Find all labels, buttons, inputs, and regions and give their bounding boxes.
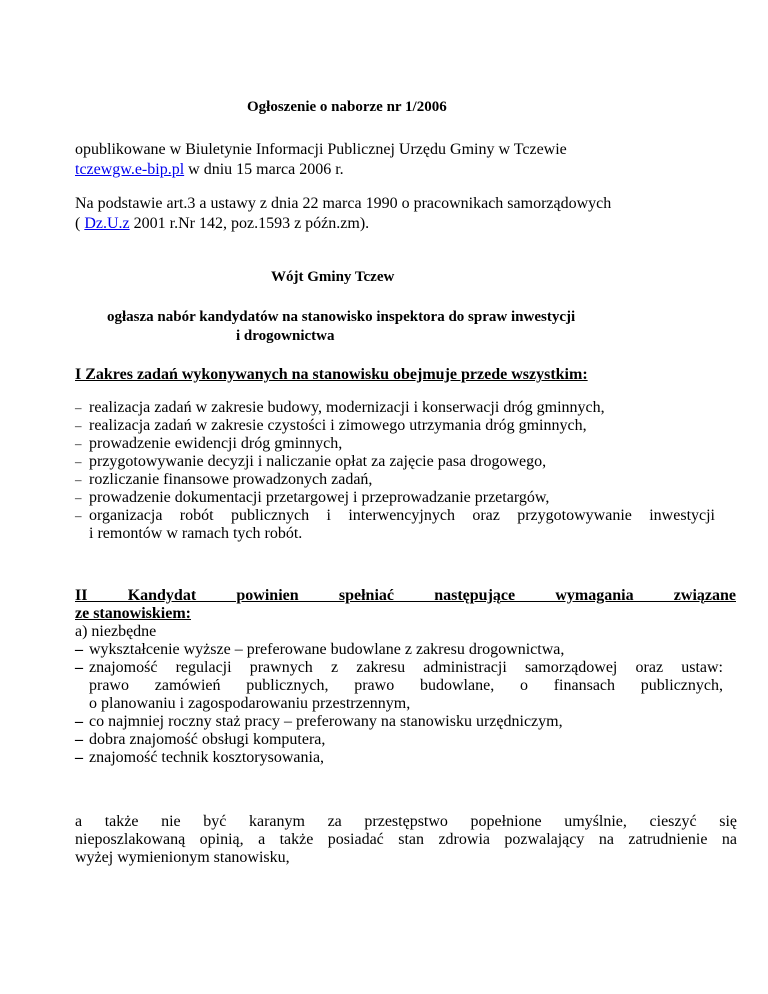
subsection-label: a) niezbędne xyxy=(75,623,157,640)
legal-basis-reference xyxy=(75,215,369,233)
dash-bullet: – xyxy=(75,641,83,658)
bip-link[interactable]: tczewgw.e-bip.pl xyxy=(75,161,185,178)
legal-basis-line: Na podstawie art.3 a ustawy z dnia 22 marca 1990 o pracownikach samorządowych xyxy=(75,195,612,212)
publication-date-line xyxy=(75,161,344,179)
dash-bullet: – xyxy=(75,713,83,730)
closing-line-1: a także nie być karanym za przestępstwo popełnione umyślnie, cieszyć się xyxy=(75,813,737,830)
publication-date: w dniu 15 marca 2006 r. xyxy=(184,161,344,178)
list-item xyxy=(75,435,715,453)
section-1-heading: I Zakres zadań wykonywanych na stanowisku obejmuje przede wszystkim: xyxy=(75,366,588,383)
issuer-heading: Wójt Gminy Tczew xyxy=(271,269,395,285)
closing-line-2: nieposzlakowaną opinią, a także posiadać stan zdrowia pozwalający na zatrudnienie na xyxy=(75,831,737,848)
dash-bullet: – xyxy=(75,454,82,469)
requirement-item: dobra znajomość obsługi komputera, xyxy=(89,731,326,748)
requirements-list xyxy=(75,641,723,767)
task-item-line-2: i remontów w ramach tych robót. xyxy=(89,525,303,542)
section-2-heading-cont: ze stanowiskiem: xyxy=(75,605,191,622)
closing-paragraph xyxy=(75,813,737,867)
list-item xyxy=(75,417,715,435)
requirement-item-line-2: prawo zamówień publicznych, prawo budowlane, o finansach publicznych, xyxy=(89,677,723,694)
task-item-line-1: organizacja robót publicznych i interwencyjnych oraz przygotowywanie inwestycji xyxy=(89,507,715,524)
dziennik-ustaw-link[interactable]: Dz.U.z xyxy=(84,215,130,232)
list-item xyxy=(75,471,715,489)
list-item xyxy=(75,731,723,749)
task-item: przygotowywanie decyzji i naliczanie opłat za zajęcie pasa drogowego, xyxy=(89,453,547,470)
closing-line-3: wyżej wymienionym stanowisku, xyxy=(75,849,290,866)
list-item xyxy=(75,749,723,767)
dash-bullet: – xyxy=(75,731,83,748)
dash-bullet: – xyxy=(75,400,82,415)
dash-bullet: – xyxy=(75,749,83,766)
requirement-item: znajomość technik kosztorysowania, xyxy=(89,749,325,766)
section-2-heading: II Kandydat powinien spełniać następujące wymagania związane xyxy=(75,587,736,604)
task-item: prowadzenie dokumentacji przetargowej i przeprowadzanie przetargów, xyxy=(89,489,550,506)
publication-line: opublikowane w Biuletynie Informacji Publicznej Urzędu Gminy w Tczewie xyxy=(75,141,567,158)
dash-bullet: – xyxy=(75,418,82,433)
document-title: Ogłoszenie o naborze nr 1/2006 xyxy=(247,99,447,115)
task-item: realizacja zadań w zakresie czystości i zimowego utrzymania dróg gminnych, xyxy=(89,417,587,434)
list-item xyxy=(75,453,715,471)
requirement-item: co najmniej roczny staż pracy – preferowany na stanowisku urzędniczym, xyxy=(89,713,563,730)
list-item xyxy=(75,399,715,417)
dash-bullet: – xyxy=(75,659,83,676)
requirement-item: wykształcenie wyższe – preferowane budowlane z zakresu drogownictwa, xyxy=(89,641,565,658)
dash-bullet: – xyxy=(75,472,82,487)
announcement-line-2: i drogownictwa xyxy=(236,328,335,344)
task-list xyxy=(75,399,715,543)
legal-basis-prefix: ( xyxy=(75,215,85,232)
task-item: realizacja zadań w zakresie budowy, modernizacji i konserwacji dróg gminnych, xyxy=(89,399,605,416)
list-item xyxy=(75,641,723,659)
task-item: rozliczanie finansowe prowadzonych zadań, xyxy=(89,471,373,488)
list-item xyxy=(75,489,715,507)
list-item xyxy=(75,713,723,731)
dash-bullet: – xyxy=(75,436,82,451)
legal-basis-rest: 2001 r.Nr 142, poz.1593 z późn.zm). xyxy=(129,215,370,232)
requirement-item-line-1: znajomość regulacji prawnych z zakresu administracji samorządowej oraz ustaw: xyxy=(89,659,723,676)
announcement-line-1: ogłasza nabór kandydatów na stanowisko inspektora do spraw inwestycji xyxy=(107,309,576,325)
list-item xyxy=(75,659,723,713)
list-item xyxy=(75,507,715,543)
dash-bullet: – xyxy=(75,490,82,505)
task-item: prowadzenie ewidencji dróg gminnych, xyxy=(89,435,343,452)
requirement-item-line-3: o planowaniu i zagospodarowaniu przestrzennym, xyxy=(89,695,411,712)
dash-bullet: – xyxy=(75,508,82,523)
